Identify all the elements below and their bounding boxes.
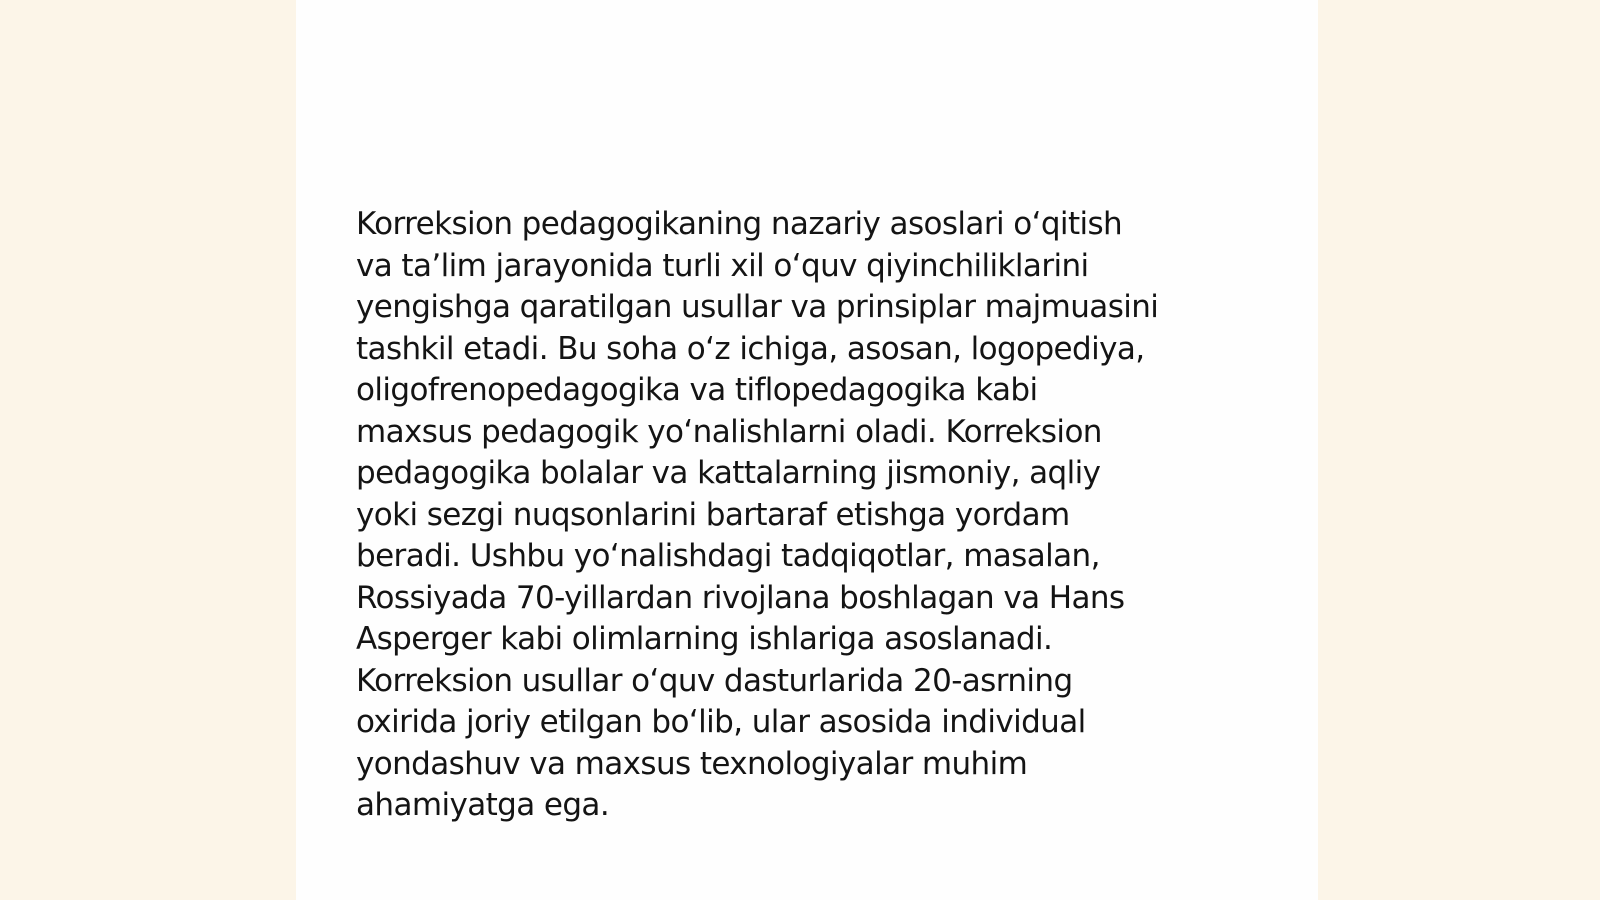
document-page xyxy=(296,0,1318,900)
body-paragraph: Korreksion pedagogikaning nazariy asoslari o‘qitish va ta’lim jarayonida turli xil o‘quv qiyinchiliklarini yengishga qaratilgan usullar va prinsiplar majmuasini tashkil etadi. Bu soha o‘z ichiga, asosan, logopediya, oligofrenopedagogika va tiflopedagogika kabi maxsus pedagogik yo‘nalishlarni oladi. Korreksion pedagogika bolalar va kattalarning jismoniy, aqliy yoki sezgi nuqsonlarini bartaraf etishga yordam beradi. Ushbu yo‘nalishdagi tadqiqotlar, masalan, Rossiyada 70-yillardan rivojlana boshlagan va Hans Asperger kabi olimlarning ishlariga asoslanadi. Korreksion usullar o‘quv dasturlarida 20-asrning oxirida joriy etilgan bo‘lib, ular asosida individual yondashuv va maxsus texnologiyalar muhim ahamiyatga ega. xyxy=(356,206,1159,823)
